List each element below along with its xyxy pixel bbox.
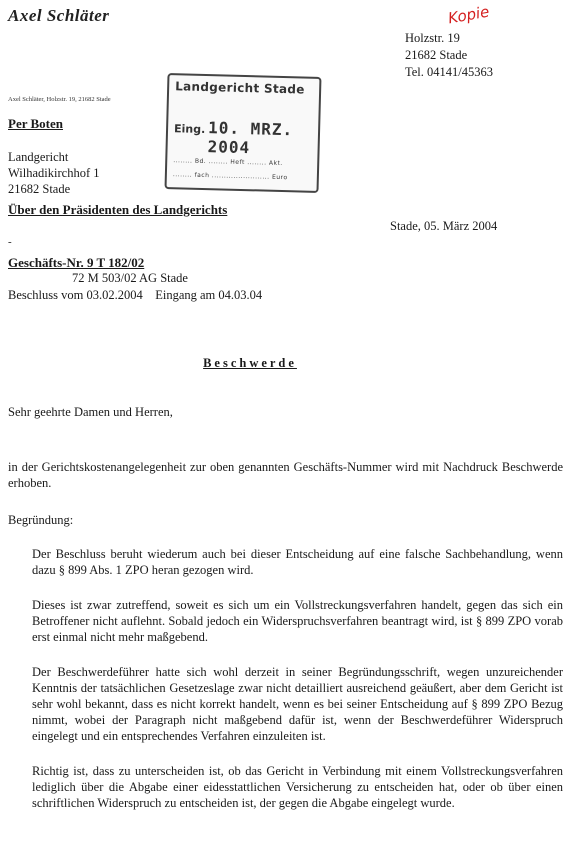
stamp-row: ........ fach ........................ Euro: [172, 171, 288, 182]
stamp-eing-label: Eing.: [173, 122, 206, 137]
sender-phone: Tel. 04141/45363: [405, 65, 494, 79]
return-address-line: Axel Schläter, Holzstr. 19, 21682 Stade: [8, 96, 111, 103]
recipient-address: [8, 149, 100, 197]
decision-reference: Beschluss vom 03.02.2004 Eingang am 04.03.04: [8, 288, 263, 302]
case-number: Geschäfts-Nr. 9 T 182/02: [8, 255, 145, 270]
dash-mark: -: [8, 236, 12, 248]
body-paragraph: Dieses ist zwar zutreffend, soweit es sich um ein Vollstreckungsverfahren handelt, gegen das sich ein Betroffener nicht auflehnt. Sobald jedoch ein Widerspruchsverfahren beantragt wird, ist § 899 ZPO vorab erst einmal nicht mehr maßgebend.: [32, 598, 563, 644]
begruendung-label: Begründung:: [8, 513, 74, 527]
court-receipt-stamp: [165, 73, 322, 193]
date-line: Stade, 05. März 2004: [390, 219, 498, 233]
salutation: Sehr geehrte Damen und Herren,: [8, 405, 173, 419]
stamp-date: 10. MRZ. 2004: [207, 118, 294, 158]
stamp-row: ........ Bd. ........ Heft ........ Akt.: [173, 157, 283, 168]
stamp-title: Landgericht Stade: [175, 79, 305, 97]
recipient-street: Wilhadikirchhof 1: [8, 166, 100, 180]
delivery-method: Per Boten: [8, 116, 63, 131]
recipient-city: 21682 Stade: [8, 182, 71, 196]
body-paragraph: Der Beschwerdeführer hatte sich wohl derzeit in seiner Begründungsschrift, wegen unzureichender Kenntnis der tatsächlichen Gesetzeslage zwar nicht detailliert ausreichend geäußert, aber dem Gericht ist sehr wohl bekannt, dass es nicht korrekt handelt, wenn es bei seiner Entscheidung auf § 899 ZPO Bezug nimmt, wobei der Paragraph nicht maßgebend dafür ist, wenn der Beschwerdeführer Widerspruch eingelegt und ein entsprechendes Verfahren einzuleiten ist.: [32, 665, 563, 743]
letterhead-name: Axel Schläter: [8, 6, 110, 25]
sender-street: Holzstr. 19: [405, 31, 460, 45]
recipient-via: Über den Präsidenten des Landgerichts: [8, 202, 228, 217]
body-paragraph: Richtig ist, dass zu unterscheiden ist, ob das Gericht in Verbindung mit einem Vollstreckungsverfahren lediglich über die Abgabe einer eidesstattlichen Versicherung zu entscheiden hat, oder ob über einen schriftlichen Widerspruch zu entscheiden ist, der gegen die Abgabe eingelegt wurde.: [32, 764, 563, 810]
kopie-handwritten-mark: Kopie: [446, 2, 491, 28]
secondary-case-number: 72 M 503/02 AG Stade: [72, 271, 188, 285]
recipient-name: Landgericht: [8, 150, 69, 164]
intro-paragraph: in der Gerichtskostenangelegenheit zur oben genannten Geschäfts-Nummer wird mit Nachdruck Beschwerde erhoben.: [8, 460, 563, 490]
sender-address: [405, 30, 493, 81]
document-heading: Beschwerde: [203, 356, 297, 370]
body-paragraph: Der Beschluss beruht wiederum auch bei dieser Entscheidung auf eine falsche Sachbehandlung, wenn dazu § 899 Abs. 1 ZPO heran gezogen wird.: [32, 547, 563, 577]
sender-city: 21682 Stade: [405, 48, 468, 62]
